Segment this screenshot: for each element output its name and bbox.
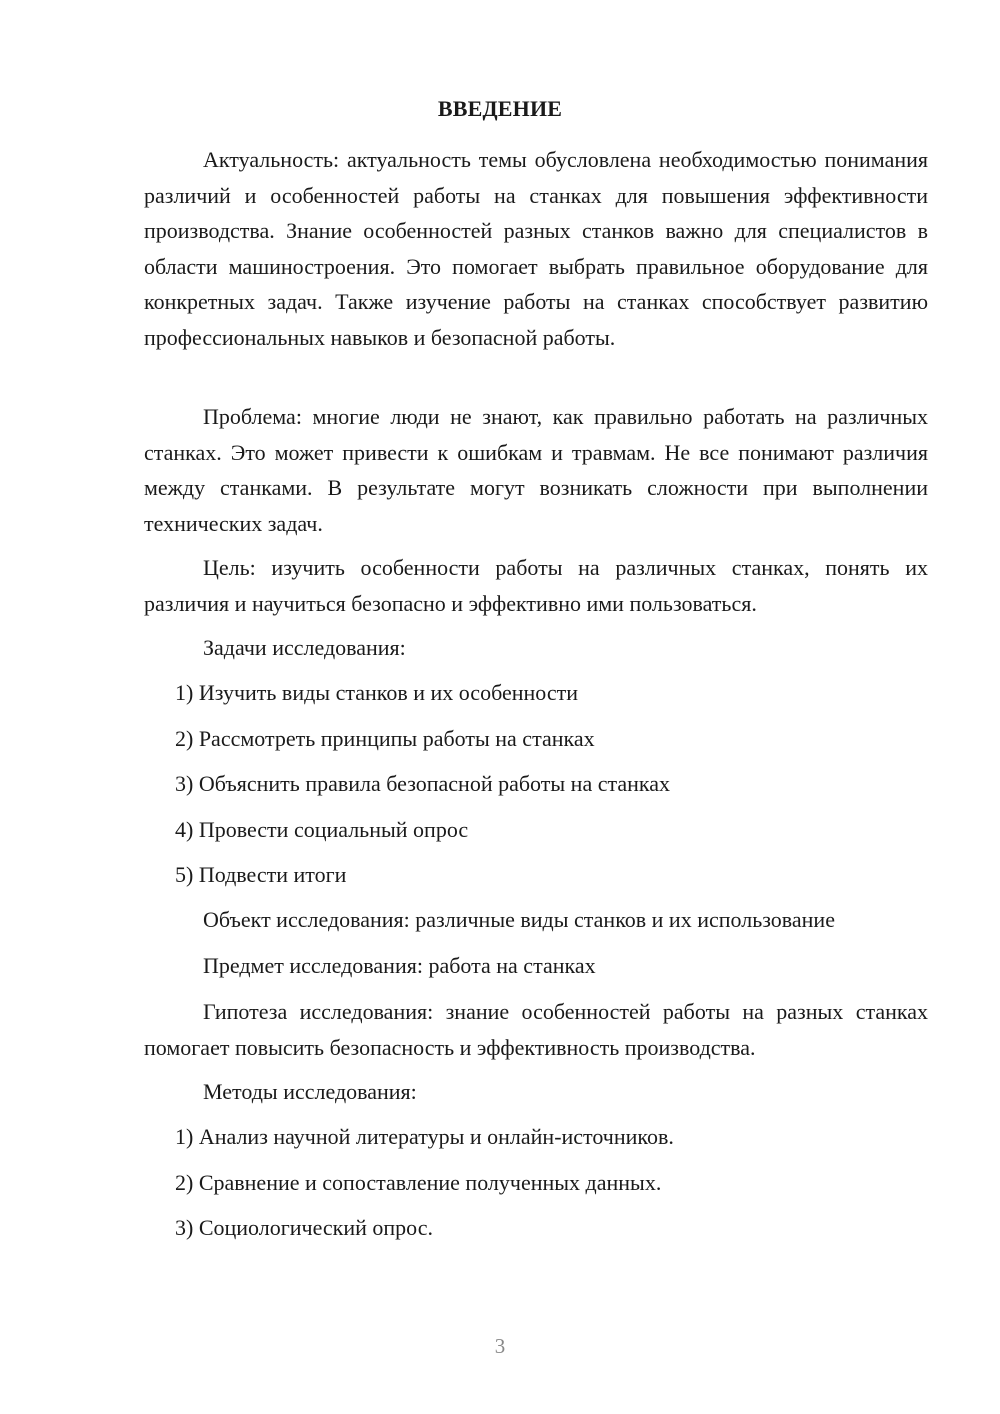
method-item: 1) Анализ научной литературы и онлайн-источников. (175, 1124, 674, 1149)
hypothesis-paragraph: Гипотеза исследования: знание особенностей работы на разных станках помогает повысить безопасность и эффективность производства. (144, 999, 928, 1060)
research-object: Объект исследования: различные виды станков и их использование (203, 907, 835, 932)
problem-block (144, 399, 928, 541)
goal-block (144, 550, 928, 621)
section-heading: ВВЕДЕНИЕ (437, 96, 563, 121)
method-item: 3) Социологический опрос. (175, 1215, 433, 1240)
method-item: 2) Сравнение и сопоставление полученных данных. (175, 1170, 662, 1195)
relevance-paragraph: Актуальность: актуальность темы обусловлена необходимостью понимания различий и особенностей работы на станках для повышения эффективности производства. Знание особенностей разных станков важно для специалистов в области машиностроения. Это помогает выбрать правильное оборудование для конкретных задач. Также изучение работы на станках способствует развитию профессиональных навыков и безопасной работы. (144, 147, 928, 350)
tasks-title: Задачи исследования: (203, 635, 406, 660)
task-item: 5) Подвести итоги (175, 862, 347, 887)
task-item: 4) Провести социальный опрос (175, 817, 469, 842)
methods-title: Методы исследования: (203, 1079, 417, 1104)
problem-paragraph: Проблема: многие люди не знают, как правильно работать на различных станках. Это может привести к ошибкам и травмам. Не все понимают различия между станками. В результате могут возникать сложности при выполнении технических задач. (144, 404, 928, 536)
hypothesis-block (144, 994, 928, 1065)
task-item: 3) Объяснить правила безопасной работы на станках (175, 771, 671, 796)
research-subject: Предмет исследования: работа на станках (203, 953, 596, 978)
page-number: 3 (494, 1334, 506, 1358)
relevance-block (144, 142, 928, 355)
goal-paragraph: Цель: изучить особенности работы на различных станках, понять их различия и научиться безопасно и эффективно ими пользоваться. (144, 555, 928, 616)
task-item: 2) Рассмотреть принципы работы на станках (175, 726, 595, 751)
task-item: 1) Изучить виды станков и их особенности (175, 680, 578, 705)
